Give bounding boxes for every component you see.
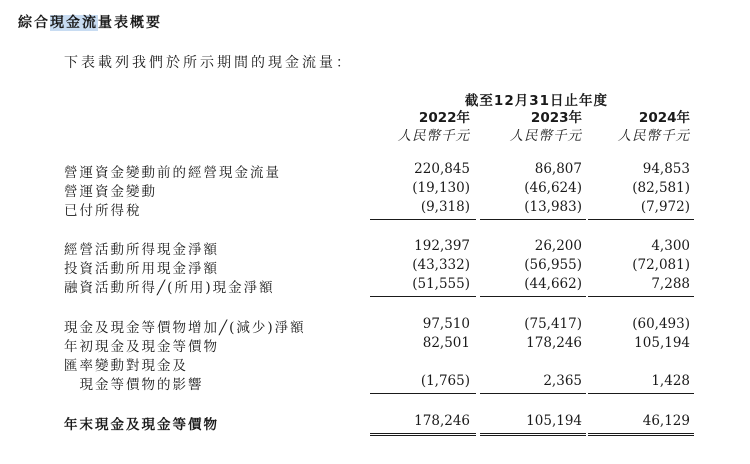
value-2024: 46,129	[642, 413, 690, 429]
value-2023: (56,955)	[524, 257, 582, 273]
subtotal-rule	[370, 219, 476, 220]
subtotal-rule	[588, 393, 694, 394]
value-2024: 105,194	[634, 335, 690, 351]
title-suffix: 量表概要	[98, 15, 162, 31]
value-2024: (7,972)	[640, 199, 690, 215]
unit-label-2024: 人民幣千元	[617, 128, 690, 144]
value-2023: 26,200	[534, 238, 582, 254]
value-2024: (82,581)	[632, 180, 690, 196]
value-2024: 7,288	[651, 276, 690, 292]
unit-label-2022: 人民幣千元	[397, 128, 470, 144]
value-2022: (19,130)	[412, 180, 470, 196]
value-2024: 1,428	[651, 373, 690, 389]
total-double-rule	[588, 433, 694, 436]
row-label: 營運資金變動	[64, 184, 157, 200]
row-label: 現金等價物的影響	[64, 377, 204, 393]
row-label: 融資活動所得╱(所用)現金淨額	[64, 280, 275, 296]
value-2023: (44,662)	[524, 276, 582, 292]
value-2023: (75,417)	[524, 316, 582, 332]
value-2022: (51,555)	[412, 276, 470, 292]
title-highlight: 現金流	[50, 15, 98, 31]
table-row	[0, 316, 750, 334]
table-row	[0, 238, 750, 256]
value-2023: 2,365	[543, 373, 582, 389]
row-label: 現金及現金等價物增加╱(減少)淨額	[64, 320, 306, 336]
value-2024: (72,081)	[632, 257, 690, 273]
year-2022-header: 2022年	[418, 110, 470, 126]
row-label: 投資活動所用現金淨額	[64, 261, 219, 277]
total-double-rule	[480, 433, 586, 436]
value-2023: 105,194	[526, 413, 582, 429]
value-2022: 97,510	[422, 316, 470, 332]
unit-label-2023: 人民幣千元	[509, 128, 582, 144]
value-2022: 82,501	[422, 335, 470, 351]
value-2022: 178,246	[414, 413, 470, 429]
subtotal-rule	[370, 296, 476, 297]
subtotal-rule	[588, 296, 694, 297]
row-label: 經營活動所得現金淨額	[64, 242, 219, 258]
section-title	[18, 12, 162, 32]
subtotal-rule	[480, 296, 586, 297]
row-label: 年末現金及現金等價物	[64, 417, 219, 433]
period-header: 截至12月31日止年度	[464, 93, 608, 109]
subtotal-rule	[370, 393, 476, 394]
value-2023: (13,983)	[524, 199, 582, 215]
row-label: 已付所得稅	[64, 203, 142, 219]
table-row	[0, 354, 750, 372]
table-row	[0, 335, 750, 353]
value-2022: 192,397	[414, 238, 470, 254]
total-double-rule	[370, 433, 476, 436]
table-row	[0, 373, 750, 391]
value-2023: 178,246	[526, 335, 582, 351]
subtotal-rule	[588, 219, 694, 220]
value-2024: 4,300	[651, 238, 690, 254]
subtotal-rule	[480, 393, 586, 394]
table-row	[0, 180, 750, 198]
value-2022: (43,332)	[412, 257, 470, 273]
value-2023: (46,624)	[524, 180, 582, 196]
table-row	[0, 257, 750, 275]
total-row	[0, 413, 750, 431]
value-2023: 86,807	[534, 161, 582, 177]
row-label: 營運資金變動前的經營現金流量	[64, 165, 281, 181]
value-2024: 94,853	[642, 161, 690, 177]
title-prefix: 綜合	[18, 15, 50, 31]
row-label: 年初現金及現金等價物	[64, 339, 219, 355]
table-row	[0, 199, 750, 217]
value-2024: (60,493)	[632, 316, 690, 332]
value-2022: (9,318)	[420, 199, 470, 215]
year-2024-header: 2024年	[638, 110, 690, 126]
value-2022: (1,765)	[420, 373, 470, 389]
table-row	[0, 161, 750, 179]
intro-text: 下表載列我們於所示期間的現金流量：	[64, 55, 353, 71]
year-2023-header: 2023年	[530, 110, 582, 126]
row-label: 匯率變動對現金及	[64, 358, 188, 374]
subtotal-rule	[480, 219, 586, 220]
table-row	[0, 276, 750, 294]
value-2022: 220,845	[414, 161, 470, 177]
